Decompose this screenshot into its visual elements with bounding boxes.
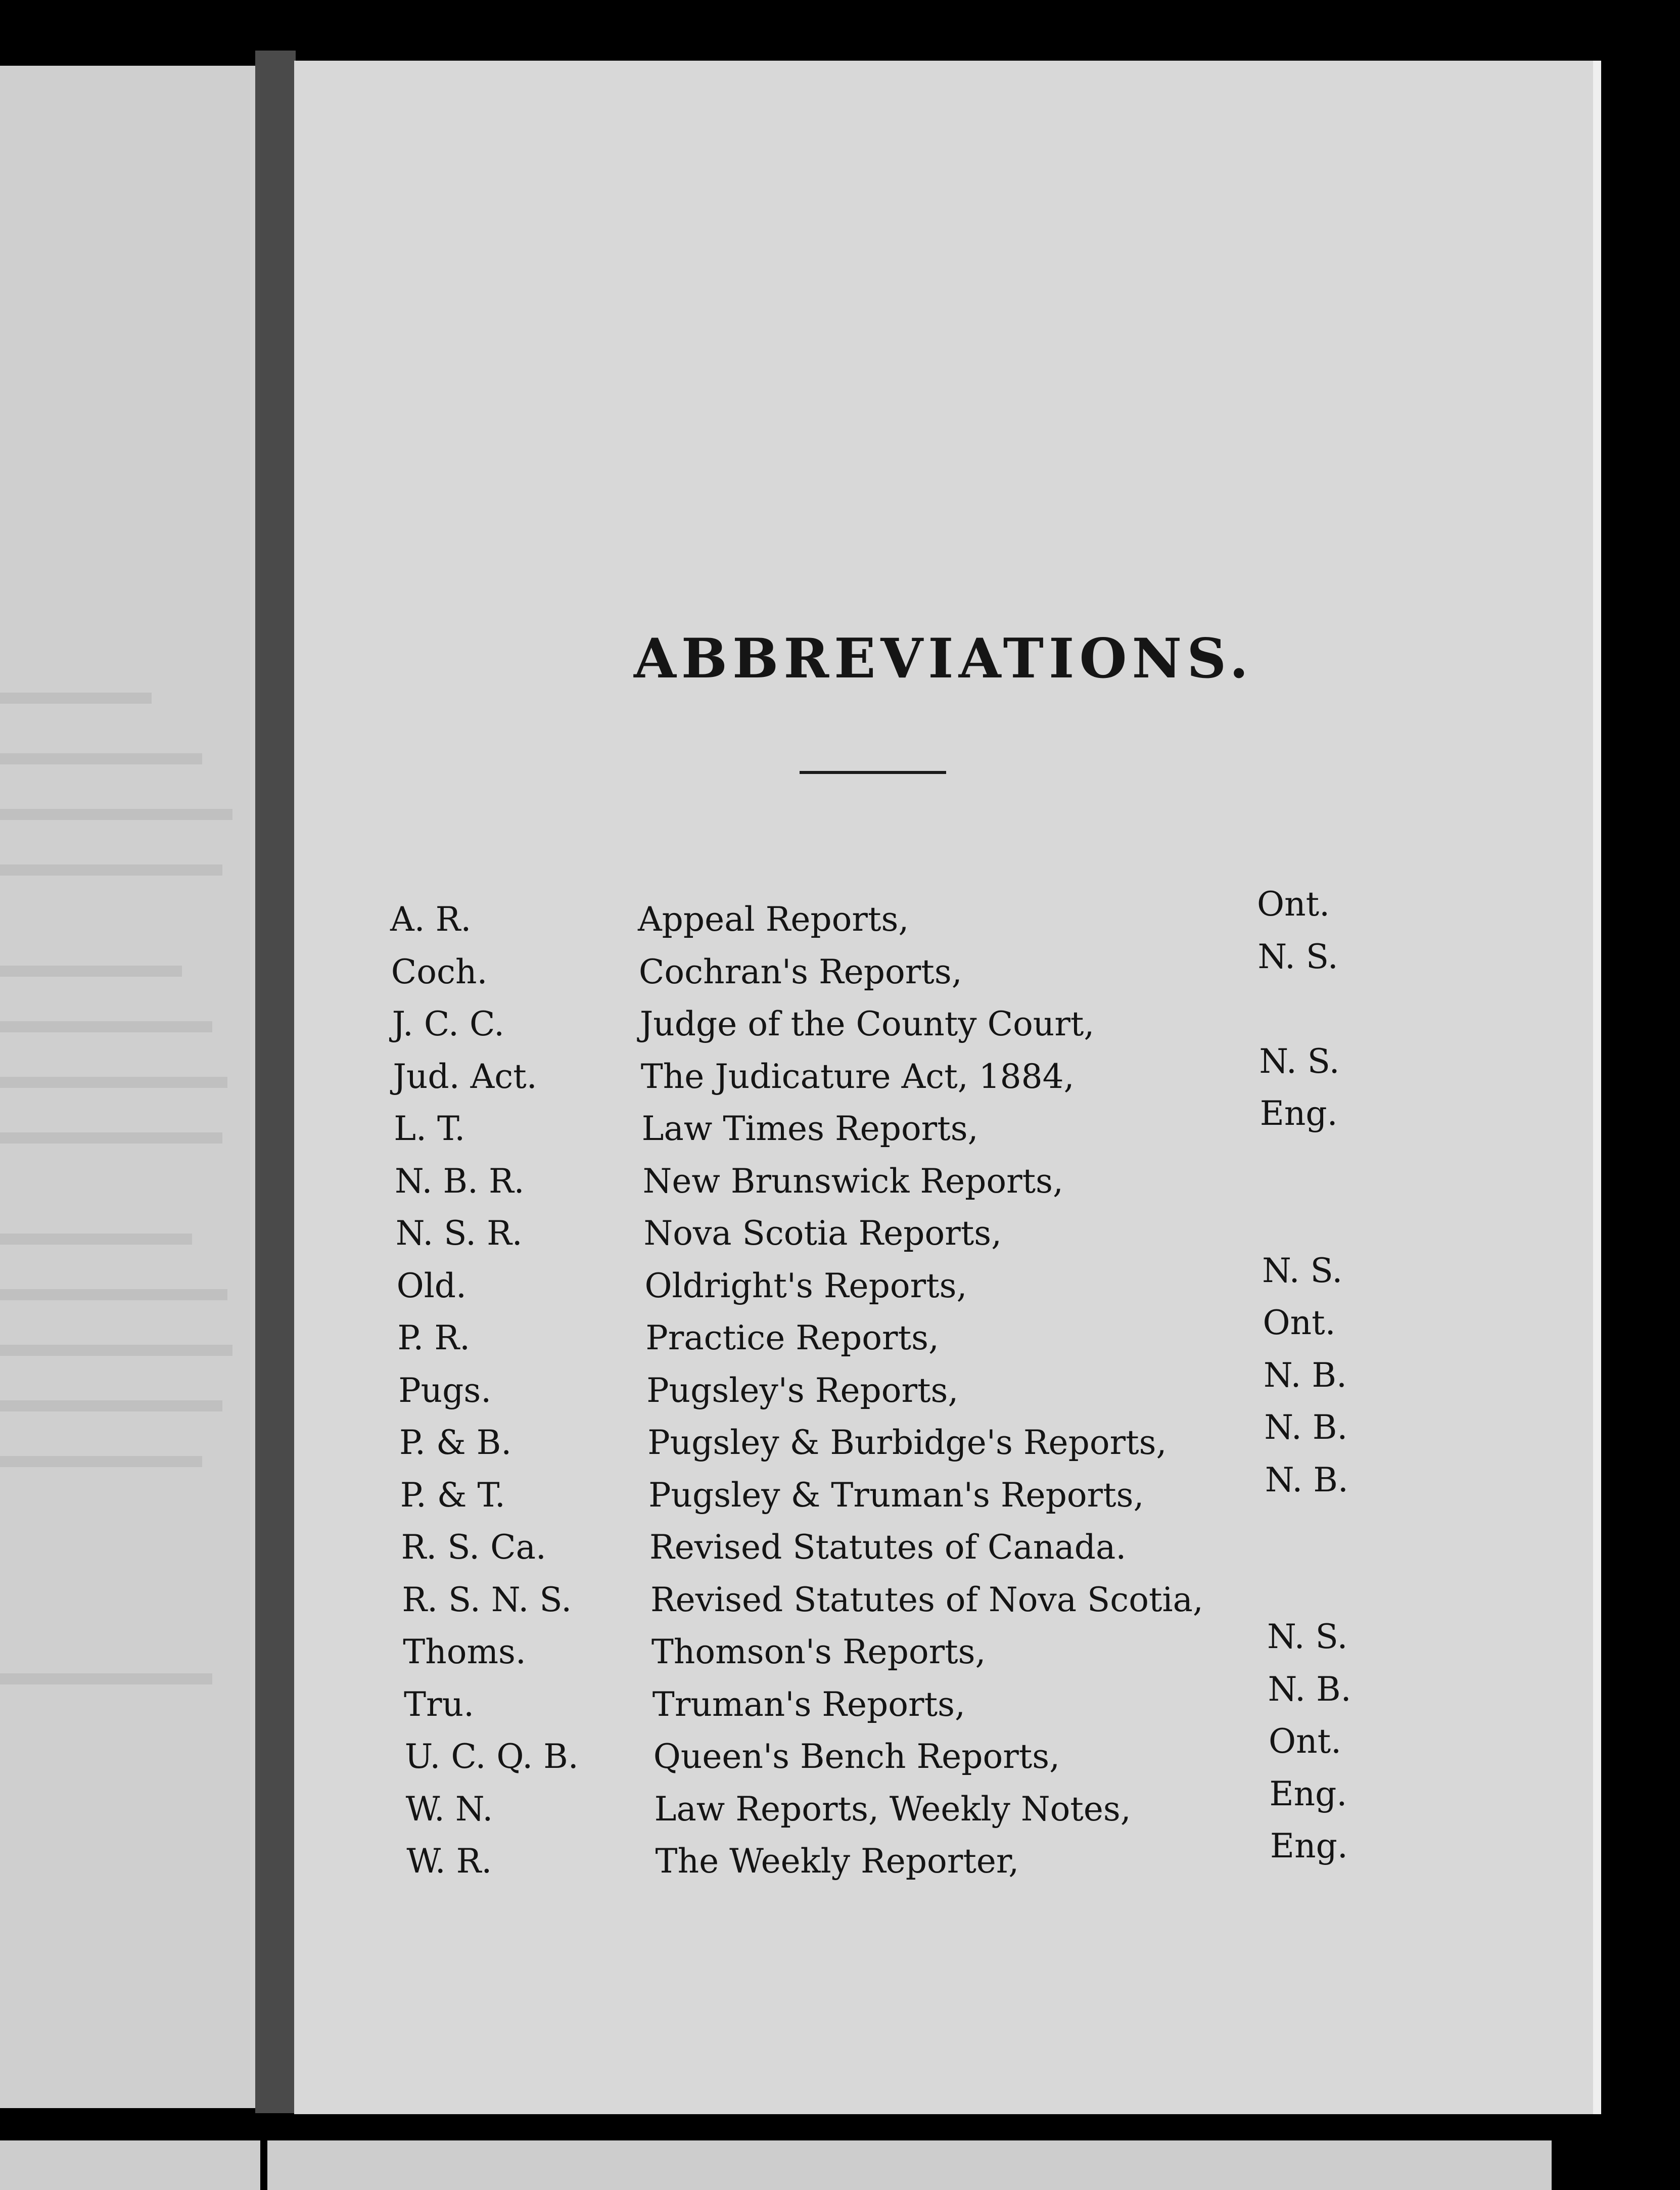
facing-page-ghost-text: [0, 1021, 212, 1032]
publication-name: Revised Statutes of Canada.: [649, 1528, 1127, 1567]
abbreviation-row: [294, 1303, 1593, 1369]
publication-name: Thomson's Reports,: [651, 1632, 986, 1671]
abbreviation-row: [294, 1669, 1593, 1736]
jurisdiction: Eng.: [1270, 1827, 1348, 1865]
jurisdiction: N. B.: [1265, 1460, 1348, 1499]
publication-name: The Judicature Act, 1884,: [640, 1057, 1075, 1096]
abbreviation-row: [294, 1355, 1593, 1422]
publication-name: Law Reports, Weekly Notes,: [654, 1789, 1131, 1829]
abbreviation: A. R.: [390, 900, 472, 939]
title-rule: [800, 771, 946, 774]
publication-name: Truman's Reports,: [652, 1684, 965, 1724]
abbreviation: N. S. R.: [395, 1214, 523, 1253]
publication-name: Queen's Bench Reports,: [653, 1737, 1060, 1776]
publication-name: Pugsley & Truman's Reports,: [648, 1475, 1144, 1515]
publication-name: The Weekly Reporter,: [655, 1842, 1019, 1881]
page-edge: [1593, 61, 1601, 2114]
abbreviation: P. & T.: [400, 1475, 505, 1515]
abbreviation-row: [294, 1162, 1593, 1212]
page-gutter: [255, 51, 296, 2113]
abbreviation: N. B. R.: [395, 1161, 525, 1201]
jurisdiction: Ont.: [1263, 1303, 1336, 1342]
abbreviation: Old.: [396, 1266, 467, 1305]
abbreviation-row: [294, 885, 1593, 950]
jurisdiction: N. B.: [1263, 1355, 1347, 1395]
abbreviation: J. C. C.: [392, 1005, 505, 1043]
abbreviation: P. & B.: [399, 1423, 512, 1462]
publication-name: Pugsley's Reports,: [646, 1371, 959, 1410]
abbreviation: Pugs.: [398, 1371, 492, 1410]
jurisdiction: N. B.: [1264, 1408, 1348, 1447]
facing-page: [0, 66, 258, 2108]
facing-page-ghost-text: [0, 753, 202, 764]
publication-name: Nova Scotia Reports,: [643, 1214, 1002, 1253]
abbreviation: Jud. Act.: [393, 1057, 537, 1096]
abbreviation-row: [294, 1094, 1593, 1160]
publication-name: Pugsley & Burbidge's Reports,: [647, 1423, 1167, 1462]
facing-page-ghost-text: [0, 1132, 222, 1144]
publication-name: Oldright's Reports,: [644, 1266, 967, 1305]
abbreviation: Tru.: [404, 1684, 475, 1724]
facing-page-ghost-text: [0, 1077, 227, 1088]
publication-name: Practice Reports,: [645, 1318, 939, 1357]
publication-name: New Brunswick Reports,: [642, 1161, 1064, 1201]
jurisdiction: Ont.: [1257, 885, 1330, 924]
abbreviation: L. T.: [394, 1109, 465, 1148]
abbreviation-row: [294, 1617, 1593, 1683]
abbreviation-row: [294, 1580, 1593, 1631]
jurisdiction: Eng.: [1259, 1094, 1338, 1133]
abbreviation: R. S. Ca.: [401, 1528, 546, 1567]
abbreviation-row: [294, 937, 1593, 1003]
abbreviation-row: [294, 1528, 1593, 1578]
abbreviation-row: [294, 1251, 1593, 1317]
page-title: ABBREVIATIONS.: [633, 627, 1254, 691]
facing-page-ghost-text: [0, 1400, 222, 1411]
facing-page-ghost-text: [0, 966, 182, 977]
next-page-strip: [0, 2140, 1680, 2190]
abbreviation: R. S. N. S.: [402, 1580, 572, 1619]
abbreviation-row: [294, 1774, 1593, 1840]
publication-name: Judge of the County Court,: [639, 1005, 1095, 1043]
jurisdiction: N. S.: [1257, 937, 1338, 976]
facing-page-ghost-text: [0, 864, 222, 876]
publication-name: Revised Statutes of Nova Scotia,: [650, 1580, 1203, 1619]
jurisdiction: Eng.: [1269, 1774, 1347, 1813]
facing-page-ghost-text: [0, 1345, 232, 1356]
jurisdiction: N. S.: [1259, 1041, 1340, 1081]
abbreviation: U. C. Q. B.: [404, 1737, 579, 1776]
abbreviation: W. N.: [405, 1789, 493, 1829]
facing-page-ghost-text: [0, 693, 152, 704]
abbreviation: Coch.: [391, 952, 488, 991]
publication-name: Appeal Reports,: [638, 900, 909, 939]
jurisdiction: N. S.: [1262, 1251, 1343, 1290]
abbreviation-row: [294, 1214, 1593, 1264]
publication-name: Cochran's Reports,: [638, 952, 962, 991]
abbreviation: W. R.: [406, 1842, 492, 1881]
jurisdiction: Ont.: [1269, 1722, 1342, 1761]
facing-page-ghost-text: [0, 1289, 227, 1300]
abbreviation-row: [294, 1460, 1593, 1526]
scan-border: [1552, 2140, 1680, 2190]
jurisdiction: N. B.: [1268, 1669, 1351, 1709]
abbreviation-row: [294, 1005, 1593, 1055]
facing-page-ghost-text: [0, 1673, 212, 1684]
abbreviation: Thoms.: [403, 1632, 526, 1671]
facing-page-ghost-text: [0, 1234, 192, 1245]
next-page-gutter: [260, 2140, 267, 2190]
abbreviation-row: [294, 1827, 1593, 1892]
document-page: [294, 61, 1593, 2114]
facing-page-ghost-text: [0, 809, 232, 820]
facing-page-ghost-text: [0, 1456, 202, 1467]
publication-name: Law Times Reports,: [641, 1109, 978, 1148]
abbreviation-row: [294, 1408, 1593, 1474]
abbreviation: P. R.: [397, 1318, 471, 1357]
abbreviation-row: [294, 1722, 1593, 1788]
jurisdiction: N. S.: [1267, 1617, 1348, 1656]
abbreviation-row: [294, 1041, 1593, 1108]
